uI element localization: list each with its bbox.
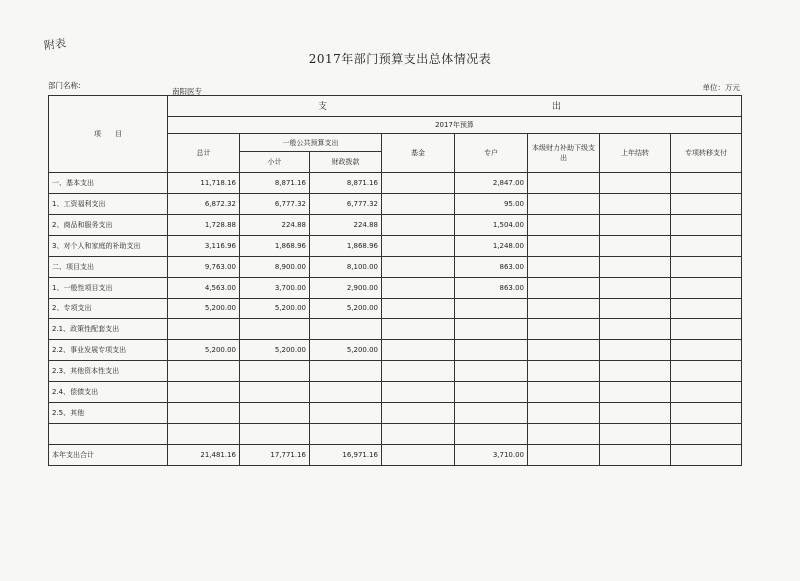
cell-carryover [600, 340, 671, 361]
cell-subtotal: 5,200.00 [240, 340, 310, 361]
cell-special [455, 361, 528, 382]
cell-special-transfer [671, 340, 742, 361]
cell-carryover [600, 277, 671, 298]
table-row [49, 361, 742, 382]
cell-special-transfer [671, 256, 742, 277]
table-row [49, 424, 742, 445]
cell-carryover [600, 214, 671, 235]
cell-carryover [600, 382, 671, 403]
cell-special: 3,710.00 [455, 444, 528, 465]
cell-carryover [600, 193, 671, 214]
cell-total: 21,481.16 [168, 444, 240, 465]
cell-fund [382, 403, 455, 424]
cell-special-transfer [671, 403, 742, 424]
cell-fund [382, 256, 455, 277]
row-label: 一、基本支出 [49, 172, 168, 193]
table-row [49, 444, 742, 465]
cell-special: 95.00 [455, 193, 528, 214]
budget-table [48, 95, 742, 466]
fund-header: 基金 [382, 133, 455, 172]
cell-special [455, 298, 528, 319]
cell-carryover [600, 319, 671, 340]
cell-special-transfer [671, 235, 742, 256]
cell-total: 5,200.00 [168, 340, 240, 361]
cell-subtotal [240, 424, 310, 445]
row-label: 2.2、事业发展专项支出 [49, 340, 168, 361]
cell-fiscal-grant: 8,100.00 [310, 256, 382, 277]
cell-carryover [600, 256, 671, 277]
cell-subsidy [528, 403, 600, 424]
cell-subsidy [528, 361, 600, 382]
cell-subsidy [528, 382, 600, 403]
cell-special-transfer [671, 193, 742, 214]
table-row [49, 235, 742, 256]
cell-special-transfer [671, 319, 742, 340]
cell-special-transfer [671, 444, 742, 465]
table-row [49, 256, 742, 277]
table-row [49, 172, 742, 193]
cell-fiscal-grant [310, 382, 382, 403]
cell-fund [382, 382, 455, 403]
row-label: 2、商品和服务支出 [49, 214, 168, 235]
row-label: 1、工资福利支出 [49, 193, 168, 214]
cell-fund [382, 444, 455, 465]
cell-carryover [600, 403, 671, 424]
cell-total: 4,563.00 [168, 277, 240, 298]
cell-special-transfer [671, 214, 742, 235]
cell-subtotal: 8,871.16 [240, 172, 310, 193]
cell-fiscal-grant: 8,871.16 [310, 172, 382, 193]
subsidy-header: 本级财力补助下级支出 [528, 133, 600, 172]
cell-carryover [600, 235, 671, 256]
dept-name: 南阳医专 [172, 87, 202, 96]
cell-special-transfer [671, 172, 742, 193]
cell-subsidy [528, 256, 600, 277]
special-transfer-header: 专项转移支付 [671, 133, 742, 172]
cell-subsidy [528, 193, 600, 214]
cell-fund [382, 340, 455, 361]
page-title: 2017年部门预算支出总体情况表 [308, 52, 492, 66]
subtotal-header: 小计 [240, 152, 310, 173]
cell-subtotal: 6,777.32 [240, 193, 310, 214]
table-row [49, 214, 742, 235]
cell-total: 5,200.00 [168, 298, 240, 319]
cell-total: 11,718.16 [168, 172, 240, 193]
cell-subtotal [240, 403, 310, 424]
cell-fiscal-grant: 1,868.96 [310, 235, 382, 256]
row-label: 1、一般性项目支出 [49, 277, 168, 298]
cell-subsidy [528, 444, 600, 465]
cell-special: 2,847.00 [455, 172, 528, 193]
table-row [49, 277, 742, 298]
cell-special [455, 340, 528, 361]
cell-total [168, 382, 240, 403]
cell-total: 9,763.00 [168, 256, 240, 277]
cell-special [455, 382, 528, 403]
cell-total: 3,116.96 [168, 235, 240, 256]
table-row [49, 319, 742, 340]
cell-fiscal-grant: 5,200.00 [310, 298, 382, 319]
item-header: 项 目 [49, 96, 168, 173]
cell-fund [382, 172, 455, 193]
cell-fund [382, 193, 455, 214]
cell-subsidy [528, 214, 600, 235]
cell-subsidy [528, 277, 600, 298]
dept-label: 部门名称: [48, 81, 81, 90]
total-header: 总计 [168, 133, 240, 172]
cell-fund [382, 298, 455, 319]
cell-subsidy [528, 235, 600, 256]
corner-handwritten-mark: 附表 [43, 36, 67, 53]
cell-fund [382, 277, 455, 298]
cell-special [455, 403, 528, 424]
cell-special: 1,504.00 [455, 214, 528, 235]
cell-total [168, 361, 240, 382]
row-label: 2.1、政策性配套支出 [49, 319, 168, 340]
cell-subtotal [240, 382, 310, 403]
cell-special-transfer [671, 277, 742, 298]
cell-special: 1,248.00 [455, 235, 528, 256]
cell-fiscal-grant [310, 403, 382, 424]
budget-year-header: 2017年预算 [168, 116, 742, 133]
cell-subtotal: 224.88 [240, 214, 310, 235]
cell-fund [382, 235, 455, 256]
row-label: 2.5、其他 [49, 403, 168, 424]
row-label [49, 424, 168, 445]
general-public-header: 一般公共预算支出 [240, 133, 382, 151]
row-label: 二、项目支出 [49, 256, 168, 277]
cell-subtotal: 8,900.00 [240, 256, 310, 277]
cell-fund [382, 214, 455, 235]
cell-carryover [600, 444, 671, 465]
cell-subsidy [528, 319, 600, 340]
cell-special [455, 424, 528, 445]
cell-subsidy [528, 340, 600, 361]
cell-total [168, 403, 240, 424]
cell-subsidy [528, 172, 600, 193]
cell-total: 1,728.88 [168, 214, 240, 235]
cell-subtotal: 5,200.00 [240, 298, 310, 319]
cell-subsidy [528, 298, 600, 319]
row-label: 2.4、偿债支出 [49, 382, 168, 403]
cell-fiscal-grant: 224.88 [310, 214, 382, 235]
table-row [49, 298, 742, 319]
table-row [49, 403, 742, 424]
cell-subtotal: 1,868.96 [240, 235, 310, 256]
special-header: 专户 [455, 133, 528, 172]
cell-carryover [600, 361, 671, 382]
table-row [49, 382, 742, 403]
cell-total: 6,872.32 [168, 193, 240, 214]
cell-fund [382, 424, 455, 445]
cell-fiscal-grant: 2,900.00 [310, 277, 382, 298]
carryover-header: 上年结转 [600, 133, 671, 172]
expenditure-header: 支 出 [168, 96, 742, 117]
cell-subtotal: 17,771.16 [240, 444, 310, 465]
cell-special-transfer [671, 298, 742, 319]
table-row [49, 193, 742, 214]
row-label: 2、专项支出 [49, 298, 168, 319]
cell-subsidy [528, 424, 600, 445]
cell-special-transfer [671, 361, 742, 382]
fiscal-grant-header: 财政拨款 [310, 152, 382, 173]
table-row [49, 340, 742, 361]
cell-subtotal [240, 361, 310, 382]
cell-carryover [600, 172, 671, 193]
row-label: 本年支出合计 [49, 444, 168, 465]
row-label: 2.3、其他资本性支出 [49, 361, 168, 382]
cell-subtotal: 3,700.00 [240, 277, 310, 298]
cell-special: 863.00 [455, 256, 528, 277]
cell-fund [382, 319, 455, 340]
cell-special [455, 319, 528, 340]
cell-fiscal-grant [310, 319, 382, 340]
cell-fiscal-grant: 5,200.00 [310, 340, 382, 361]
cell-fiscal-grant: 16,971.16 [310, 444, 382, 465]
cell-total [168, 424, 240, 445]
cell-special-transfer [671, 382, 742, 403]
unit-label: 单位：万元 [702, 83, 740, 92]
cell-fund [382, 361, 455, 382]
cell-fiscal-grant: 6,777.32 [310, 193, 382, 214]
cell-subtotal [240, 319, 310, 340]
cell-carryover [600, 298, 671, 319]
cell-fiscal-grant [310, 361, 382, 382]
cell-total [168, 319, 240, 340]
cell-carryover [600, 424, 671, 445]
cell-fiscal-grant [310, 424, 382, 445]
cell-special-transfer [671, 424, 742, 445]
row-label: 3、对个人和家庭的补助支出 [49, 235, 168, 256]
cell-special: 863.00 [455, 277, 528, 298]
